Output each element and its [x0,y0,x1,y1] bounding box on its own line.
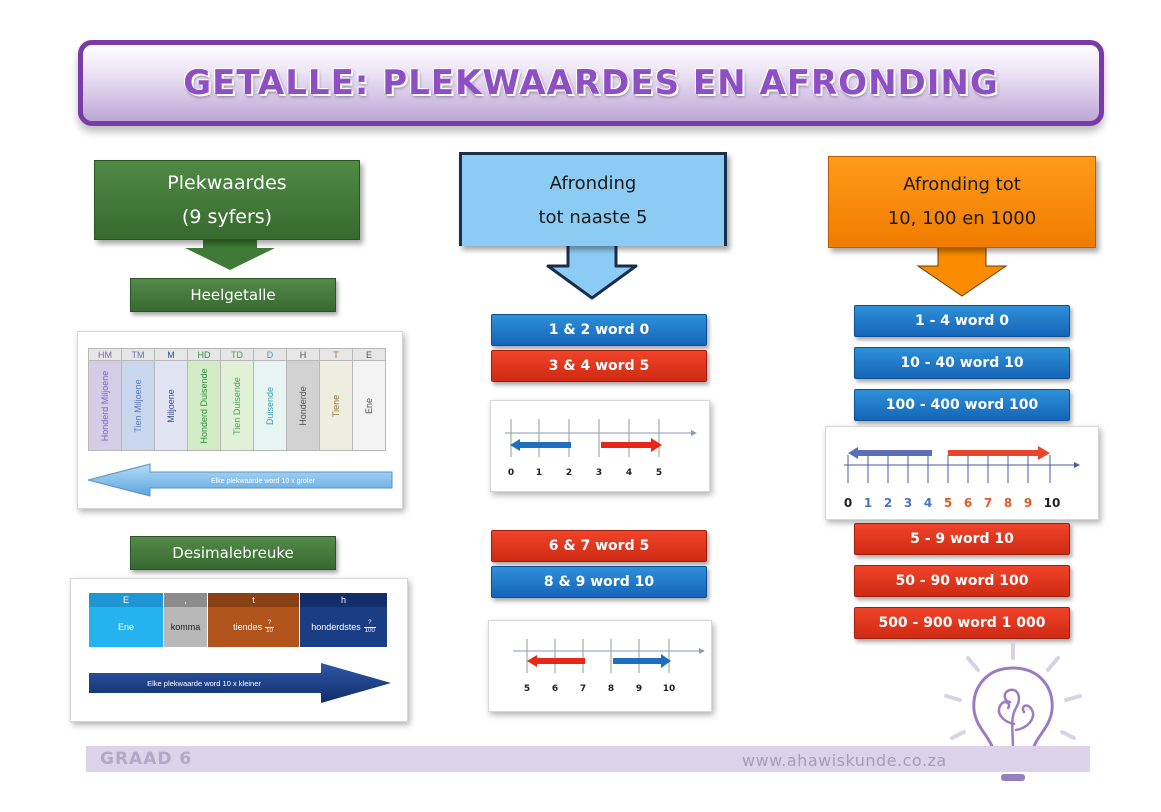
honderdstes-fraction [364,620,376,635]
tiendes-numerator: ? [267,619,272,626]
smaller-arrow [89,663,393,703]
heelgetalle-label: Heelgetalle [130,278,336,312]
grade-label: GRAAD 6 [100,749,193,769]
decimal-panel [70,578,408,722]
afronding-5-callout [459,152,727,246]
tick-label-5: 5 [523,684,531,694]
place-value-header-row [89,349,386,361]
tick-label-9: 9 [635,684,643,694]
decimal-table [89,593,387,647]
place-value-name: Tien Miljoene [133,378,143,433]
afronding-10-callout [828,156,1096,248]
arrow-right-red [948,446,1050,460]
decimal-header-t: t [208,593,300,607]
website-label: www.ahawiskunde.co.za [742,751,947,770]
rule-5-9-word-10: 5 - 9 word 10 [854,523,1070,555]
place-value-name: Duisende [265,386,275,425]
numberline-0-5-panel [490,400,710,492]
tick-label-2: 2 [565,468,573,478]
tick-label-5: 5 [655,468,663,478]
rule-1-4-word-0: 1 - 4 word 0 [854,305,1070,337]
place-value-column-td [221,361,254,451]
rule-50-90-word-100: 50 - 90 word 100 [854,565,1070,597]
orange-callout-arrow [916,244,1008,298]
tick-label-0: 0 [507,468,515,478]
numberline-5-10-panel [488,620,712,712]
tick-label-2: 2 [883,496,893,510]
tick-label-10: 10 [1043,496,1061,510]
tick-label-6: 6 [551,684,559,694]
tick-label-1: 1 [535,468,543,478]
tick-label-3: 3 [595,468,603,478]
arrow-left-blue [510,439,571,451]
rule-1-2-word-0: 1 & 2 word 0 [491,314,707,346]
place-value-abbr-t: T [320,349,353,361]
tick-label-7: 7 [579,684,587,694]
tick-label-0: 0 [843,496,853,510]
honderdstes-denominator: 100 [364,627,375,634]
afronding-5-subtitle: tot naaste 5 [538,206,648,228]
plekwaardes-title: Plekwaardes [167,172,287,194]
place-value-abbr-d: D [254,349,287,361]
greater-arrow [88,462,394,498]
desimalebreuke-label: Desimalebreuke [130,536,336,570]
place-value-name: Ene [364,397,374,414]
place-value-name: Tien Duisende [232,376,242,435]
place-value-abbr-h: H [287,349,320,361]
decimal-cell-ene: Ene [89,607,164,647]
place-value-abbr-e: E [353,349,386,361]
rule-3-4-word-5: 3 & 4 word 5 [491,350,707,382]
numberline-0-10 [826,427,1100,521]
numberline-5-10 [489,621,713,713]
place-value-name: Miljoene [166,388,176,423]
decimal-header-e: E [89,593,164,607]
numberline-0-5 [491,401,711,493]
place-value-column-t [320,361,353,451]
tick-label-3: 3 [903,496,913,510]
place-value-abbr-hd: HD [188,349,221,361]
place-value-name: Honderd Duisende [199,367,209,444]
place-value-column-tm [122,361,155,451]
tick-label-8: 8 [1003,496,1013,510]
arrow-right-blue [613,654,671,668]
rule-8-9-word-10: 8 & 9 word 10 [491,566,707,598]
place-value-column-hd [188,361,221,451]
place-value-name-row [89,361,386,451]
afronding-10-title: Afronding tot [903,174,1021,195]
arrow-left-red [527,655,585,667]
place-value-name: Honderd Miljoene [100,370,110,441]
rule-100-400-word-100: 100 - 400 word 100 [854,389,1070,421]
title-banner [78,40,1104,126]
page-title: GETALLE: PLEKWAARDES EN AFRONDING [183,63,999,103]
decimal-cell-honderdstes [300,607,387,647]
tick-label-10: 10 [662,684,676,694]
afronding-10-subtitle: 10, 100 en 1000 [887,208,1037,229]
tick-label-4: 4 [923,496,933,510]
greater-arrow-text: Elke plekwaarde word 10 x groter [211,478,315,485]
honderdstes-numerator: ? [368,619,372,626]
decimal-header-comma: , [164,593,208,607]
place-value-column-e [353,361,386,451]
plekwaardes-subtitle: (9 syfers) [181,206,273,228]
tick-label-7: 7 [983,496,993,510]
place-value-name: Honderde [298,385,308,426]
smaller-arrow-text: Elke plekwaarde word 10 x kleiner [147,679,261,688]
rule-6-7-word-5: 6 & 7 word 5 [491,530,707,562]
place-value-column-d [254,361,287,451]
green-callout-arrow [185,236,275,272]
plekwaardes-callout [94,160,360,240]
place-value-abbr-tm: TM [122,349,155,361]
place-value-abbr-hm: HM [89,349,122,361]
afronding-5-title: Afronding [549,172,637,194]
tick-label-4: 4 [625,468,633,478]
arrow-right-red [601,438,662,452]
place-value-abbr-m: M [155,349,188,361]
place-value-column-m [155,361,188,451]
place-value-table [88,348,386,451]
tick-label-6: 6 [963,496,973,510]
honderdstes-text: honderdstes [311,622,361,632]
tiendes-fraction [265,620,274,635]
place-value-abbr-td: TD [221,349,254,361]
rule-500-900-word-1000: 500 - 900 word 1 000 [854,607,1070,639]
numberline-0-10-panel [825,426,1099,520]
place-value-name: Tiene [331,394,341,417]
arrow-left-blue [848,447,932,459]
place-value-panel [77,331,403,509]
rule-10-40-word-10: 10 - 40 word 10 [854,347,1070,379]
tiendes-denominator: 10 [266,627,273,634]
decimal-cell-tiendes [208,607,300,647]
place-value-column-hm [89,361,122,451]
place-value-column-h [287,361,320,451]
tiendes-text: tiendes [233,622,263,632]
tick-label-8: 8 [607,684,615,694]
decimal-cell-komma: komma [164,607,208,647]
decimal-header-h: h [300,593,387,607]
tick-label-9: 9 [1023,496,1033,510]
light-blue-callout-arrow [546,242,638,300]
tick-label-1: 1 [863,496,873,510]
tick-label-5: 5 [943,496,953,510]
